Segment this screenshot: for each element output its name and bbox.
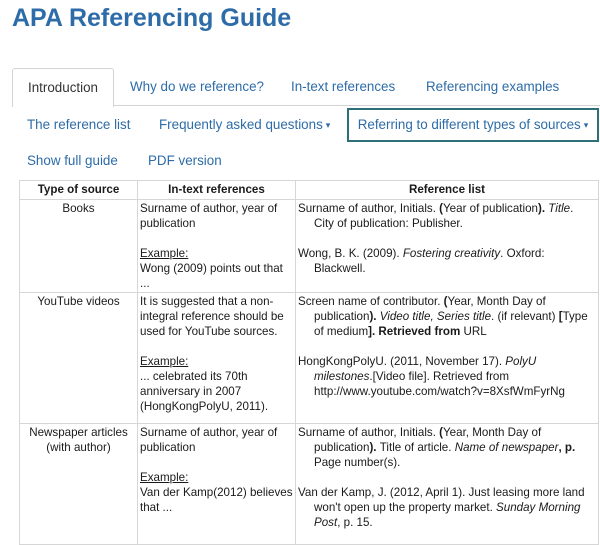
reference-table [19,180,599,545]
table-row [20,200,599,293]
nav-reference-list[interactable]: The reference list [27,117,131,132]
intext-cell [138,200,296,293]
nav-faq-dropdown[interactable] [159,117,330,132]
intext-format: Surname of author, year of publication [140,202,278,230]
pdf-version-link[interactable]: PDF version [148,153,222,168]
example-label: Example: [140,247,189,260]
reference-example: Van der Kamp, J. (2012, April 1). Just leasing more land won't open up the property market. Sunday Morning Post, p. 15. [298,486,585,529]
table-row [20,424,599,545]
tab-referencing-examples[interactable]: Referencing examples [426,79,560,94]
column-header: Reference list [296,181,599,200]
column-header: In-text references [138,181,296,200]
example-label: Example: [140,355,189,368]
intext-cell [138,293,296,424]
example-label: Example: [140,471,189,484]
nav-faq-label: Frequently asked questions [159,117,323,132]
intext-example: Van der Kamp(2012) believes that ... [140,486,293,514]
nav-referring-dropdown[interactable] [347,108,599,142]
primary-tabs [12,68,600,106]
reference-example: HongKongPolyU. (2011, November 17). PolyU milestones.[Video file]. Retrieved from http://www.youtube.com/watch?v=8XsfWmFyrNg [298,355,565,398]
source-type: Books [20,200,138,293]
intext-cell [138,424,296,545]
chevron-down-icon: ▾ [583,120,589,130]
intext-example: ... celebrated its 70th anniversary in 2007 (HongKongPolyU, 2011). [140,370,269,413]
tab-in-text-references[interactable]: In-text references [291,79,396,94]
column-header: Type of source [20,181,138,200]
page-title: APA Referencing Guide [12,4,292,32]
source-type: YouTube videos [20,293,138,424]
chevron-down-icon: ▾ [325,120,331,130]
intext-format: Surname of author, year of publication [140,426,278,454]
reference-cell [296,200,599,293]
intext-example: Wong (2009) points out that ... [140,262,283,290]
reference-cell [296,424,599,545]
nav-referring-label: Referring to different types of sources [357,117,581,132]
source-type: Newspaper articles (with author) [20,424,138,545]
table-header-row [20,181,599,200]
intext-format: It is suggested that a non-integral reference should be used for YouTube sources. [140,295,284,338]
table-row [20,293,599,424]
show-full-guide-link[interactable]: Show full guide [27,153,118,168]
reference-format: Surname of author, Initials. (Year, Month Day of publication). Title of article. Name of newspaper, p. Page number(s). [298,426,576,469]
tab-why-reference[interactable]: Why do we reference? [130,79,264,94]
reference-format: Screen name of contributor. (Year, Month Day of publication). Video title, Series title. (if relevant) [Type of medium]. Retrieved from URL [298,295,588,338]
reference-format: Surname of author, Initials. (Year of publication). Title. City of publication: Publisher. [298,202,574,230]
reference-example: Wong, B. K. (2009). Fostering creativity. Oxford: Blackwell. [298,247,545,275]
tab-introduction[interactable]: Introduction [12,68,114,107]
reference-cell [296,293,599,424]
